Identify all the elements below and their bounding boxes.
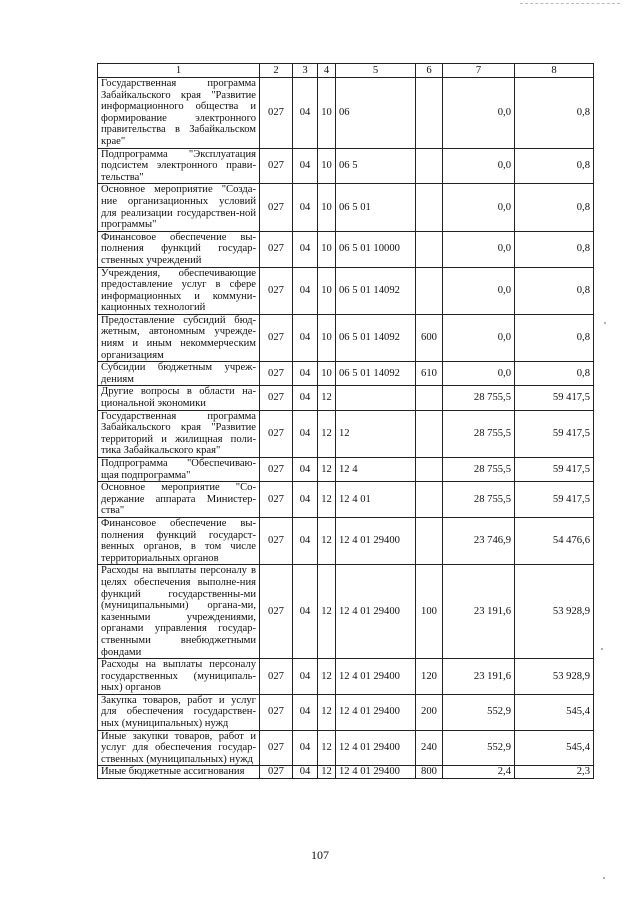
table-row	[98, 730, 594, 766]
table-row	[98, 458, 594, 482]
target-article-cell: 12 4 01 29400	[336, 659, 416, 695]
admin-code-cell: 027	[260, 267, 293, 314]
row-name-cell: Расходы на выплаты персоналу государственных (муниципаль-ных) органов	[98, 659, 260, 695]
scan-speck	[603, 877, 605, 879]
table-row	[98, 267, 594, 314]
amount-col8-cell: 59 417,5	[515, 458, 594, 482]
expense-type-cell	[416, 458, 443, 482]
expense-type-cell	[416, 231, 443, 267]
admin-code-cell: 027	[260, 386, 293, 410]
section-code-cell: 04	[293, 184, 318, 231]
subsection-code-cell: 12	[318, 694, 336, 730]
admin-code-cell: 027	[260, 517, 293, 564]
amount-col7-cell: 0,0	[443, 148, 515, 184]
amount-col7-cell: 0,0	[443, 184, 515, 231]
expense-type-cell	[416, 148, 443, 184]
table-header-row	[98, 64, 594, 78]
expense-type-cell	[416, 267, 443, 314]
row-name-cell: Основное мероприятие "Со-держание аппарата Министер-ства"	[98, 482, 260, 518]
header-cell: 5	[336, 64, 416, 78]
target-article-cell: 06 5 01 14092	[336, 267, 416, 314]
amount-col8-cell: 59 417,5	[515, 386, 594, 410]
expense-type-cell	[416, 184, 443, 231]
target-article-cell: 12	[336, 410, 416, 457]
amount-col7-cell: 23 191,6	[443, 565, 515, 659]
expense-type-cell: 200	[416, 694, 443, 730]
admin-code-cell: 027	[260, 231, 293, 267]
amount-col8-cell: 2,3	[515, 766, 594, 779]
target-article-cell: 06 5 01 10000	[336, 231, 416, 267]
amount-col7-cell: 0,0	[443, 314, 515, 361]
expense-type-cell: 120	[416, 659, 443, 695]
amount-col8-cell: 54 476,6	[515, 517, 594, 564]
section-code-cell: 04	[293, 730, 318, 766]
target-article-cell: 06 5	[336, 148, 416, 184]
amount-col7-cell: 0,0	[443, 78, 515, 149]
table-row	[98, 659, 594, 695]
header-cell: 4	[318, 64, 336, 78]
table-row	[98, 231, 594, 267]
page-number: 107	[311, 848, 329, 862]
target-article-cell: 12 4	[336, 458, 416, 482]
admin-code-cell: 027	[260, 659, 293, 695]
admin-code-cell: 027	[260, 730, 293, 766]
subsection-code-cell: 12	[318, 410, 336, 457]
subsection-code-cell: 10	[318, 78, 336, 149]
amount-col7-cell: 0,0	[443, 267, 515, 314]
row-name-cell: Иные закупки товаров, работ и услуг для обеспечения государ-ственных (муниципальных) нужд	[98, 730, 260, 766]
row-name-cell: Закупка товаров, работ и услуг для обеспечения государствен-ных (муниципальных) нужд	[98, 694, 260, 730]
expense-type-cell	[416, 386, 443, 410]
row-name-cell: Финансовое обеспечение вы-полнения функций государст-венных органов, в том числе территориальных органов	[98, 517, 260, 564]
expense-type-cell: 240	[416, 730, 443, 766]
amount-col7-cell: 2,4	[443, 766, 515, 779]
expense-type-cell: 100	[416, 565, 443, 659]
amount-col7-cell: 0,0	[443, 362, 515, 386]
amount-col7-cell: 0,0	[443, 231, 515, 267]
expense-type-cell	[416, 78, 443, 149]
row-name-cell: Учреждения, обеспечивающие предоставление услуг в сфере информационных и коммуни-кационных технологий	[98, 267, 260, 314]
admin-code-cell: 027	[260, 565, 293, 659]
section-code-cell: 04	[293, 78, 318, 149]
amount-col7-cell: 28 755,5	[443, 386, 515, 410]
amount-col8-cell: 59 417,5	[515, 410, 594, 457]
section-code-cell: 04	[293, 694, 318, 730]
table-row	[98, 410, 594, 457]
section-code-cell: 04	[293, 517, 318, 564]
admin-code-cell: 027	[260, 184, 293, 231]
row-name-cell: Подпрограмма "Эксплуатация подсистем электронного прави-тельства"	[98, 148, 260, 184]
row-name-cell: Расходы на выплаты персоналу в целях обеспечения выполне-ния функций государственны-ми (муниципальными) органа-ми, казенными учреждениями, органами управления государ-ственными внебюджетными фондами	[98, 565, 260, 659]
amount-col7-cell: 552,9	[443, 694, 515, 730]
target-article-cell: 12 4 01	[336, 482, 416, 518]
expense-type-cell: 600	[416, 314, 443, 361]
amount-col8-cell: 0,8	[515, 78, 594, 149]
amount-col8-cell: 0,8	[515, 267, 594, 314]
table-row	[98, 694, 594, 730]
subsection-code-cell: 10	[318, 184, 336, 231]
target-article-cell: 12 4 01 29400	[336, 730, 416, 766]
section-code-cell: 04	[293, 148, 318, 184]
subsection-code-cell: 12	[318, 730, 336, 766]
amount-col7-cell: 28 755,5	[443, 458, 515, 482]
admin-code-cell: 027	[260, 78, 293, 149]
amount-col8-cell: 0,8	[515, 231, 594, 267]
expense-type-cell: 610	[416, 362, 443, 386]
table-row	[98, 148, 594, 184]
subsection-code-cell: 12	[318, 482, 336, 518]
row-name-cell: Предоставление субсидий бюд-жетным, автономным учрежде-ниям и иным некоммерческим организациям	[98, 314, 260, 361]
expense-type-cell	[416, 517, 443, 564]
row-name-cell: Государственная программа Забайкальского края "Развитие территорий и жилищная поли-тика Забайкальского края"	[98, 410, 260, 457]
amount-col7-cell: 28 755,5	[443, 482, 515, 518]
admin-code-cell: 027	[260, 148, 293, 184]
target-article-cell: 12 4 01 29400	[336, 694, 416, 730]
amount-col8-cell: 545,4	[515, 730, 594, 766]
amount-col7-cell: 552,9	[443, 730, 515, 766]
subsection-code-cell: 10	[318, 314, 336, 361]
target-article-cell	[336, 386, 416, 410]
amount-col7-cell: 23 191,6	[443, 659, 515, 695]
section-code-cell: 04	[293, 362, 318, 386]
row-name-cell: Иные бюджетные ассигнования	[98, 766, 260, 779]
target-article-cell: 12 4 01 29400	[336, 766, 416, 779]
admin-code-cell: 027	[260, 362, 293, 386]
subsection-code-cell: 12	[318, 565, 336, 659]
expense-type-cell	[416, 482, 443, 518]
header-cell: 1	[98, 64, 260, 78]
table-row	[98, 314, 594, 361]
amount-col8-cell: 0,8	[515, 184, 594, 231]
amount-col8-cell: 0,8	[515, 148, 594, 184]
section-code-cell: 04	[293, 482, 318, 518]
admin-code-cell: 027	[260, 314, 293, 361]
table-row	[98, 362, 594, 386]
amount-col8-cell: 53 928,9	[515, 659, 594, 695]
target-article-cell: 06 5 01 14092	[336, 362, 416, 386]
section-code-cell: 04	[293, 766, 318, 779]
scan-speck	[601, 648, 603, 650]
header-cell: 3	[293, 64, 318, 78]
section-code-cell: 04	[293, 231, 318, 267]
target-article-cell: 06	[336, 78, 416, 149]
section-code-cell: 04	[293, 314, 318, 361]
amount-col7-cell: 28 755,5	[443, 410, 515, 457]
header-cell: 7	[443, 64, 515, 78]
subsection-code-cell: 12	[318, 386, 336, 410]
section-code-cell: 04	[293, 565, 318, 659]
table-row	[98, 386, 594, 410]
target-article-cell: 12 4 01 29400	[336, 517, 416, 564]
row-name-cell: Финансовое обеспечение вы-полнения функций государ-ственных учреждений	[98, 231, 260, 267]
expense-type-cell: 800	[416, 766, 443, 779]
subsection-code-cell: 10	[318, 267, 336, 314]
table-row	[98, 517, 594, 564]
table-row	[98, 482, 594, 518]
subsection-code-cell: 10	[318, 362, 336, 386]
row-name-cell: Субсидии бюджетным учреж-дениям	[98, 362, 260, 386]
subsection-code-cell: 12	[318, 517, 336, 564]
scan-speck	[604, 322, 606, 324]
section-code-cell: 04	[293, 659, 318, 695]
subsection-code-cell: 12	[318, 458, 336, 482]
target-article-cell: 12 4 01 29400	[336, 565, 416, 659]
admin-code-cell: 027	[260, 458, 293, 482]
subsection-code-cell: 12	[318, 659, 336, 695]
target-article-cell: 06 5 01 14092	[336, 314, 416, 361]
subsection-code-cell: 10	[318, 231, 336, 267]
amount-col8-cell: 0,8	[515, 314, 594, 361]
expense-type-cell	[416, 410, 443, 457]
row-name-cell: Государственная программа Забайкальского края "Развитие информационного общества и формирование электронного правительства в Забайкальском крае"	[98, 78, 260, 149]
section-code-cell: 04	[293, 410, 318, 457]
table-row	[98, 184, 594, 231]
subsection-code-cell: 12	[318, 766, 336, 779]
header-cell: 2	[260, 64, 293, 78]
row-name-cell: Основное мероприятие "Созда-ние организационных условий для реализации государствен-ной программы"	[98, 184, 260, 231]
amount-col8-cell: 545,4	[515, 694, 594, 730]
subsection-code-cell: 10	[318, 148, 336, 184]
section-code-cell: 04	[293, 386, 318, 410]
amount-col8-cell: 59 417,5	[515, 482, 594, 518]
amount-col8-cell: 53 928,9	[515, 565, 594, 659]
section-code-cell: 04	[293, 458, 318, 482]
amount-col7-cell: 23 746,9	[443, 517, 515, 564]
header-cell: 8	[515, 64, 594, 78]
admin-code-cell: 027	[260, 482, 293, 518]
table-row	[98, 766, 594, 779]
admin-code-cell: 027	[260, 694, 293, 730]
top-edge-rule	[520, 3, 620, 4]
row-name-cell: Подпрограмма "Обеспечиваю-щая подпрограмма"	[98, 458, 260, 482]
admin-code-cell: 027	[260, 766, 293, 779]
section-code-cell: 04	[293, 267, 318, 314]
header-cell: 6	[416, 64, 443, 78]
budget-table	[97, 63, 594, 779]
table-row	[98, 565, 594, 659]
amount-col8-cell: 0,8	[515, 362, 594, 386]
table-row	[98, 78, 594, 149]
row-name-cell: Другие вопросы в области на-циональной экономики	[98, 386, 260, 410]
target-article-cell: 06 5 01	[336, 184, 416, 231]
admin-code-cell: 027	[260, 410, 293, 457]
